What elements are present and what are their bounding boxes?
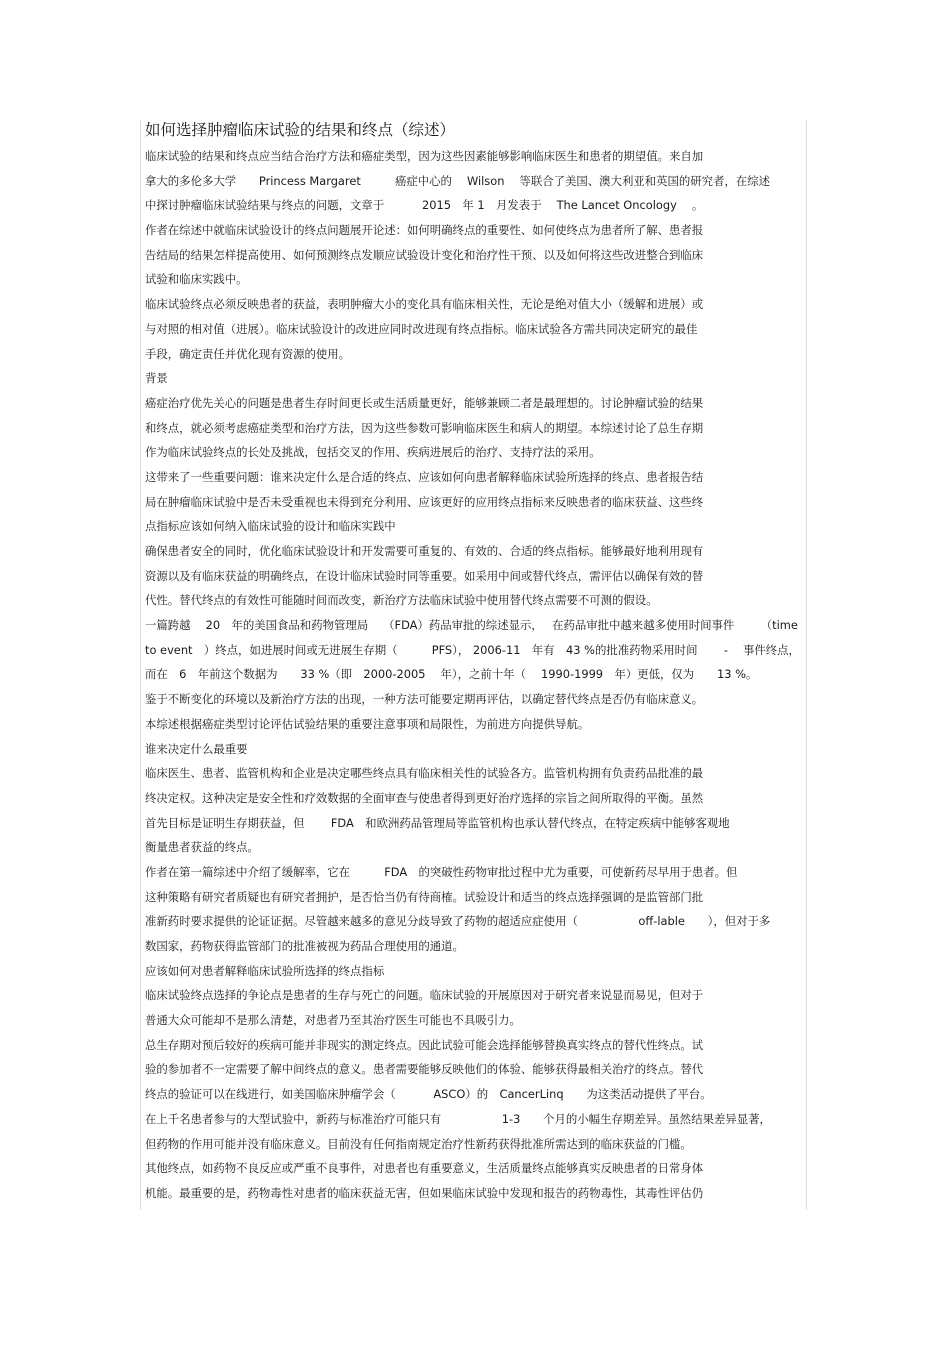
- text-line: 在上千名患者参与的大型试验中，新药与标准治疗可能只有 1-3 个月的小幅生存期差异。虽然结果差异显著，: [145, 1111, 771, 1126]
- text-line: 终点的验证可以在线进行，如美国临床肿瘤学会（ ASCO）的 CancerLinq 为这类活动提供了平台。: [145, 1087, 712, 1102]
- text-line: 临床试验终点选择的争论点是患者的生存与死亡的问题。临床试验的开展原因对于研究者来说显而易见，但对于: [145, 988, 704, 1003]
- text-line: 告结局的结果怎样提高使用、如何预测终点发顺应试验设计变化和治疗性干预、以及如何将这些改进整合到临床: [145, 247, 704, 262]
- text-line: to event ）终点，如进展时间或无进展生存期（ PFS）， 2006-11 年有 43 %的批准药物采用时间 - 事件终点，: [145, 642, 800, 657]
- text-line: 作为临床试验终点的长处及挑战，包括交叉的作用、疾病进展后的治疗、支持疗法的采用。: [145, 445, 601, 460]
- text-line: 与对照的相对值（进展）。临床试验设计的改进应同时改进现有终点指标。临床试验各方需共同决定研究的最佳: [145, 321, 698, 336]
- text-line: 临床试验的结果和终点应当结合治疗方法和癌症类型，因为这些因素能够影响临床医生和患者的期望值。来自加: [145, 149, 704, 163]
- text-line: 准新药时要求提供的论证证据。尽管越来越多的意见分歧导致了药物的超适应症使用（ off-lable ），但对于多: [145, 914, 771, 929]
- text-line: 终决定权。这种决定是安全性和疗效数据的全面审查与使患者得到更好治疗选择的宗旨之间所取得的平衡。虽然: [145, 790, 704, 805]
- text-line: 临床医生、患者、监管机构和企业是决定哪些终点具有临床相关性的试验各方。监管机构拥有负责药品批准的最: [145, 766, 704, 781]
- text-line: 局在肿瘤临床试验中是否未受重视也未得到充分利用、应该更好的应用终点指标来反映患者的临床获益、这些终: [145, 494, 704, 509]
- text-line: 确保患者安全的同时，优化临床试验设计和开发需要可重复的、有效的、合适的终点指标。能够最好地利用现有: [145, 544, 704, 558]
- text-line: 手段，确定责任并优化现有资源的使用。: [145, 346, 351, 361]
- text-line: 总生存期对预后较好的疾病可能并非现实的测定终点。因此试验可能会选择能够替换真实终点的替代性终点。试: [145, 1037, 704, 1052]
- text-line: 作者在综述中就临床试验设计的终点问题展开论述：如何明确终点的重要性、如何使终点为患者所了解、患者报: [145, 223, 704, 238]
- text-line: 机能。最重要的是，药物毒性对患者的临床获益无害，但如果临床试验中发现和报告的药物毒性，其毒性评估仍: [145, 1185, 704, 1200]
- text-line: 普通大众可能却不是那么清楚，对患者乃至其治疗医生可能也不具吸引力。: [145, 1013, 521, 1028]
- document-body: [145, 119, 805, 1206]
- text-line: 癌症治疗优先关心的问题是患者生存时间更长或生活质量更好，能够兼顾二者是最理想的。讨论肿瘤试验的结果: [145, 395, 704, 410]
- text-line: 临床试验终点必须反映患者的获益，表明肿瘤大小的变化具有临床相关性，无论是绝对值大小（缓解和进展）或: [145, 297, 704, 312]
- text-line: 其他终点，如药物不良反应或严重不良事件，对患者也有重要意义，生活质量终点能够真实反映患者的日常身体: [145, 1161, 704, 1176]
- page-right-border: [806, 120, 807, 1210]
- text-line: 鉴于不断变化的环境以及新治疗方法的出现，一种方法可能要定期再评估，以确定替代终点是否仍有临床意义。: [145, 692, 704, 707]
- text-line: 数国家，药物获得监管部门的批准被视为药品合理使用的通道。: [145, 939, 464, 953]
- text-line: 应该如何对患者解释临床试验所选择的终点指标: [145, 963, 385, 978]
- text-lines: [145, 144, 805, 1206]
- text-line: 衡量患者获益的终点。: [145, 840, 259, 855]
- text-line: 和终点，就必须考虑癌症类型和治疗方法，因为这些参数可影响临床医生和病人的期望。本综述讨论了总生存期: [145, 420, 704, 435]
- text-line: 作者在第一篇综述中介绍了缓解率，它在 FDA 的突破性药物审批过程中尤为重要，可使新药尽早用于患者。但: [145, 864, 738, 879]
- text-line: 而在 6 年前这个数据为 33 %（即 2000-2005 年），之前十年（ 1990-1999 年）更低，仅为 13 %。: [145, 667, 758, 682]
- text-line: 资源以及有临床获益的明确终点，在设计临床试验时同等重要。如采用中间或替代终点，需评估以确保有效的替: [145, 568, 704, 583]
- document-title: 如何选择肿瘤临床试验的结果和终点（综述）: [145, 121, 456, 139]
- text-line: 但药物的作用可能并没有临床意义。目前没有任何指南规定治疗性新药获得批准所需达到的临床获益的门槛。: [145, 1136, 692, 1151]
- text-line: 这种策略有研究者质疑也有研究者拥护，是否恰当仍有待商榷。试验设计和适当的终点选择强调的是监管部门批: [145, 889, 704, 904]
- text-line: 背景: [145, 371, 168, 386]
- text-line: 验的参加者不一定需要了解中间终点的意义。患者需要能够反映他们的体验、能够获得最相关治疗的终点。替代: [145, 1062, 704, 1077]
- text-line: 本综述根据癌症类型讨论评估试验结果的重要注意事项和局限性，为前进方向提供导航。: [145, 716, 590, 731]
- text-line: 这带来了一些重要问题：谁来决定什么是合适的终点、应该如何向患者解释临床试验所选择的终点、患者报告结: [145, 469, 704, 484]
- text-line: 代性。替代终点的有效性可能随时间而改变，新治疗方法临床试验中使用替代终点需要不可测的假设。: [145, 593, 658, 608]
- text-line: 一篇跨越 20 年的美国食品和药物管理局 （FDA）药品审批的综述显示， 在药品审批中越来越多使用时间事件 （time: [145, 618, 798, 633]
- text-line: 试验和临床实践中。: [145, 272, 248, 287]
- text-line: 点指标应该如何纳入临床试验的设计和临床实践中: [145, 519, 396, 534]
- text-line: 中探讨肿瘤临床试验结果与终点的问题，文章于 2015 年 1 月发表于 The Lancet Oncology 。: [145, 198, 704, 213]
- text-line: 首先目标是证明生存期获益，但 FDA 和欧洲药品管理局等监管机构也承认替代终点，在特定疾病中能够客观地: [145, 815, 730, 830]
- page-left-border: [140, 120, 141, 1210]
- text-line: 拿大的多伦多大学 Princess Margaret 癌症中心的 Wilson 等联合了美国、澳大利亚和英国的研究者，在综述: [145, 173, 771, 188]
- text-line: 谁来决定什么最重要: [145, 741, 248, 756]
